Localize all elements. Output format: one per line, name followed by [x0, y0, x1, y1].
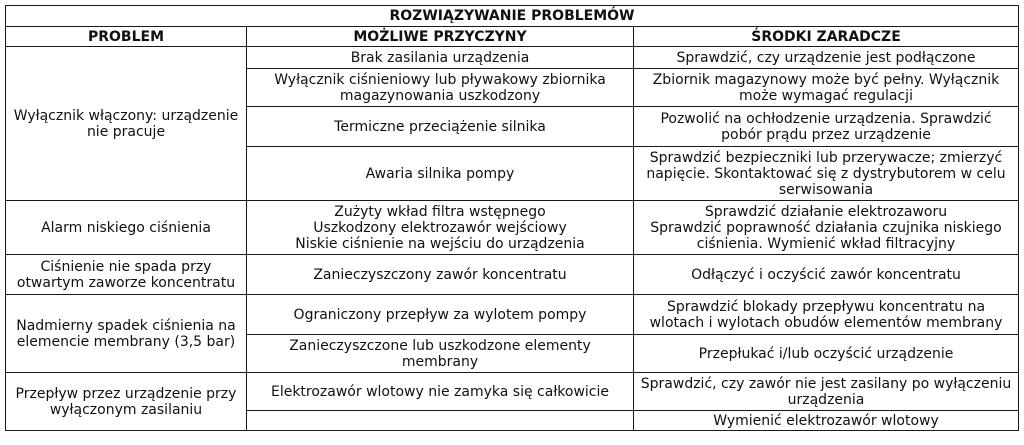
cause-cell: Zanieczyszczony zawór koncentratu — [247, 255, 634, 295]
cause-cell: Wyłącznik ciśnieniowy lub pływakowy zbiornika magazynowania uszkodzony — [247, 69, 634, 107]
cause-cell: Ograniczony przepływ za wylotem pompy — [247, 295, 634, 335]
remedy-cell: Sprawdzić, czy urządzenie jest podłączone — [634, 47, 1019, 69]
remedy-cell: Pozwolić na ochłodzenie urządzenia. Sprawdzić pobór prądu przez urządzenie — [634, 107, 1019, 147]
remedy-cell: Wymienić elektrozawór wlotowy — [634, 411, 1019, 431]
cause-cell: Termiczne przeciążenie silnika — [247, 107, 634, 147]
remedy-cell: Sprawdzić działanie elektrozaworu Sprawdzić poprawność działania czujnika niskiego ciśnienia. Wymienić wkład filtracyjny — [634, 201, 1019, 255]
troubleshooting-table — [5, 5, 1019, 431]
troubleshooting-document — [5, 5, 1018, 431]
cause-cell — [247, 411, 634, 431]
table-header-row — [6, 27, 1019, 47]
problem-cell: Ciśnienie nie spada przy otwartym zaworze koncentratu — [6, 255, 247, 295]
problem-cell: Nadmierny spadek ciśnienia na elemencie membrany (3,5 bar) — [6, 295, 247, 373]
table-row — [6, 373, 1019, 411]
problem-cell: Przepływ przez urządzenie przy wyłączonym zasilaniu — [6, 373, 247, 431]
remedy-cell: Sprawdzić bezpieczniki lub przerywacze; zmierzyć napięcie. Skontaktować się z dystrybutorem w celu serwisowania — [634, 147, 1019, 201]
cause-cell: Zanieczyszczone lub uszkodzone elementy membrany — [247, 335, 634, 373]
cause-cell: Zużyty wkład filtra wstępnego Uszkodzony elektrozawór wejściowy Niskie ciśnienie na wejściu do urządzenia — [247, 201, 634, 255]
remedy-cell: Odłączyć i oczyścić zawór koncentratu — [634, 255, 1019, 295]
problem-cell: Wyłącznik włączony: urządzenie nie pracuje — [6, 47, 247, 201]
remedy-cell: Zbiornik magazynowy może być pełny. Wyłącznik może wymagać regulacji — [634, 69, 1019, 107]
remedy-cell: Sprawdzić blokady przepływu koncentratu na wlotach i wylotach obudów elementów membrany — [634, 295, 1019, 335]
table-row — [6, 295, 1019, 335]
cause-cell: Brak zasilania urządzenia — [247, 47, 634, 69]
problem-cell: Alarm niskiego ciśnienia — [6, 201, 247, 255]
table-row — [6, 255, 1019, 295]
remedy-cell: Sprawdzić, czy zawór nie jest zasilany po wyłączeniu urządzenia — [634, 373, 1019, 411]
table-title-row — [6, 6, 1019, 27]
table-title: ROZWIĄZYWANIE PROBLEMÓW — [6, 6, 1019, 27]
remedy-cell: Przepłukać i/lub oczyścić urządzenie — [634, 335, 1019, 373]
header-problem: PROBLEM — [6, 27, 247, 47]
cause-cell: Elektrozawór wlotowy nie zamyka się całkowicie — [247, 373, 634, 411]
table-row — [6, 47, 1019, 69]
table-row — [6, 201, 1019, 255]
header-causes: MOŻLIWE PRZYCZYNY — [247, 27, 634, 47]
cause-cell: Awaria silnika pompy — [247, 147, 634, 201]
header-remedies: ŚRODKI ZARADCZE — [634, 27, 1019, 47]
